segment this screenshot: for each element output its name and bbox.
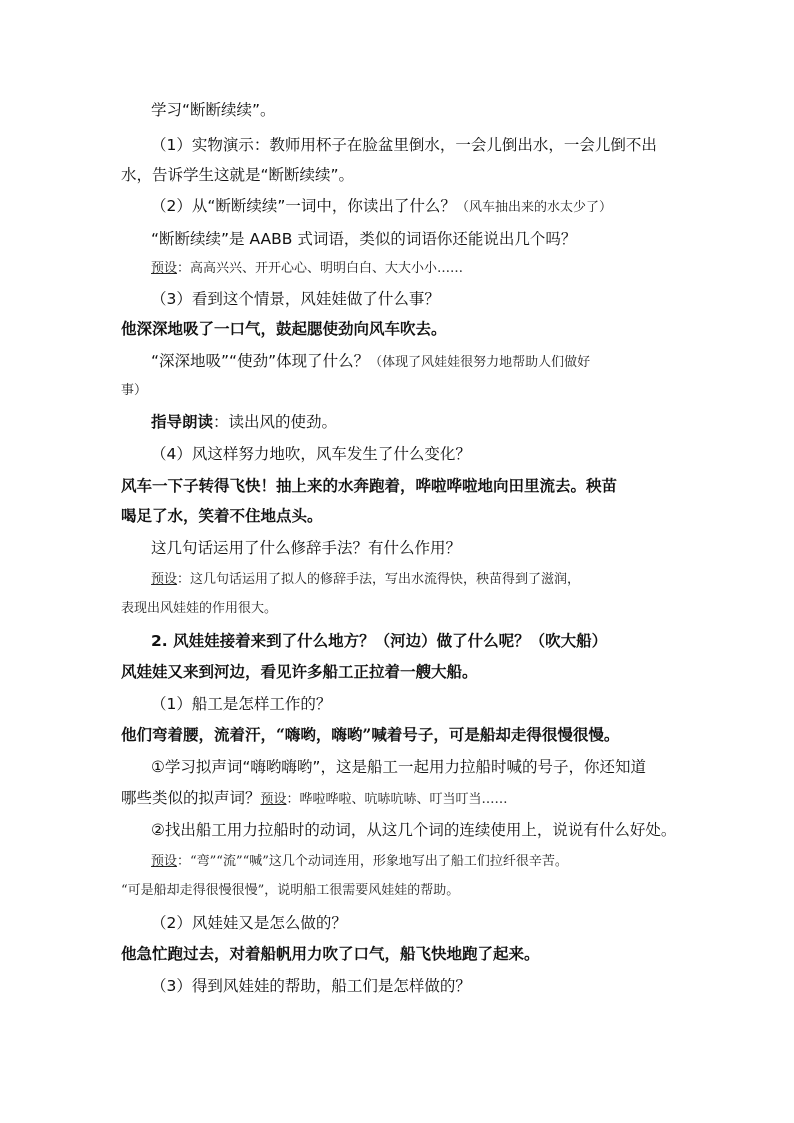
paragraph-line: （2）从“断断续续”一词中，你读出了什么？（风车抽出来的水太少了） bbox=[151, 197, 612, 215]
preset-line: 预设：高高兴兴、开开心心、明明白白、大大小小…… bbox=[151, 261, 464, 276]
paragraph-line: （3）看到这个情景，风娃娃做了什么事？ bbox=[151, 290, 440, 308]
bold-quote-line: 喝足了水，笑着不住地点头。 bbox=[121, 506, 323, 525]
paragraph-line: （2）风娃娃又是怎么做的？ bbox=[151, 914, 347, 932]
bold-quote-line: 他急忙跑过去，对着船帆用力吹了口气，船飞快地跑了起来。 bbox=[121, 944, 540, 963]
paragraph-line: 水，告诉学生这就是“断断续续”。 bbox=[121, 166, 355, 184]
paragraph-line: “断断续续”是 AABB 式词语，类似的词语你还能说出几个吗？ bbox=[151, 230, 577, 248]
paragraph-line: ②找出船工用力拉船时的动词，从这几个词的连续使用上，说说有什么好处。 bbox=[151, 821, 677, 839]
bold-quote-line: 风车一下子转得飞快！抽上来的水奔跑着，哗啦哗啦地向田里流去。秧苗 bbox=[121, 476, 618, 495]
paragraph-line: （3）得到风娃娃的帮助，船工们是怎样做的？ bbox=[151, 977, 471, 995]
preset-line: 预设：这几句话运用了拟人的修辞手法，写出水流得快，秧苗得到了滋润， bbox=[151, 572, 581, 587]
paragraph-line: （1）船工是怎样工作的？ bbox=[151, 695, 332, 713]
preset-line: 预设：“弯”“流”“喊”这几个动词连用，形象地写出了船工们拉纤很辛苦。 bbox=[151, 854, 568, 869]
paragraph-line: （1）实物演示：教师用杯子在脸盆里倒水，一会儿倒出水，一会儿倒不出 bbox=[151, 136, 657, 154]
paragraph-line: 哪些类似的拟声词？预设：哗啦哗啦、吭哧吭哧、叮当叮当…… bbox=[121, 789, 508, 807]
paragraph-line: 这几句话运用了什么修辞手法？有什么作用？ bbox=[151, 539, 462, 557]
bold-quote-line: 他们弯着腰，流着汗，“嗨哟，嗨哟”喊着号子，可是船却走得很慢很慢。 bbox=[121, 725, 620, 744]
preset-line: “可是船却走得很慢很慢”，说明船工很需要风娃娃的帮助。 bbox=[121, 883, 460, 898]
bold-quote-line: 他深深地吸了一口气，鼓起腮使劲向风车吹去。 bbox=[121, 319, 447, 338]
section-heading: 2. 风娃娃接着来到了什么地方？（河边）做了什么呢？（吹大船） bbox=[151, 632, 608, 650]
paragraph-line: 学习“断断续续”。 bbox=[151, 101, 276, 119]
paragraph-line: ①学习拟声词“嗨哟嗨哟”，这是船工一起用力拉船时喊的号子，你还知道 bbox=[151, 758, 646, 776]
paragraph-line: 指导朗读：读出风的使劲。 bbox=[151, 413, 338, 431]
paragraph-line: （4）风这样努力地吹，风车发生了什么变化？ bbox=[151, 445, 471, 463]
paragraph-line: 事） bbox=[121, 383, 148, 398]
preset-line: 表现出风娃娃的作用很大。 bbox=[121, 601, 278, 616]
paragraph-line: “深深地吸”“使劲”体现了什么？（体现了风娃娃很努力地帮助人们做好 bbox=[151, 352, 591, 370]
bold-quote-line: 风娃娃又来到河边，看见许多船工正拉着一艘大船。 bbox=[121, 662, 478, 681]
